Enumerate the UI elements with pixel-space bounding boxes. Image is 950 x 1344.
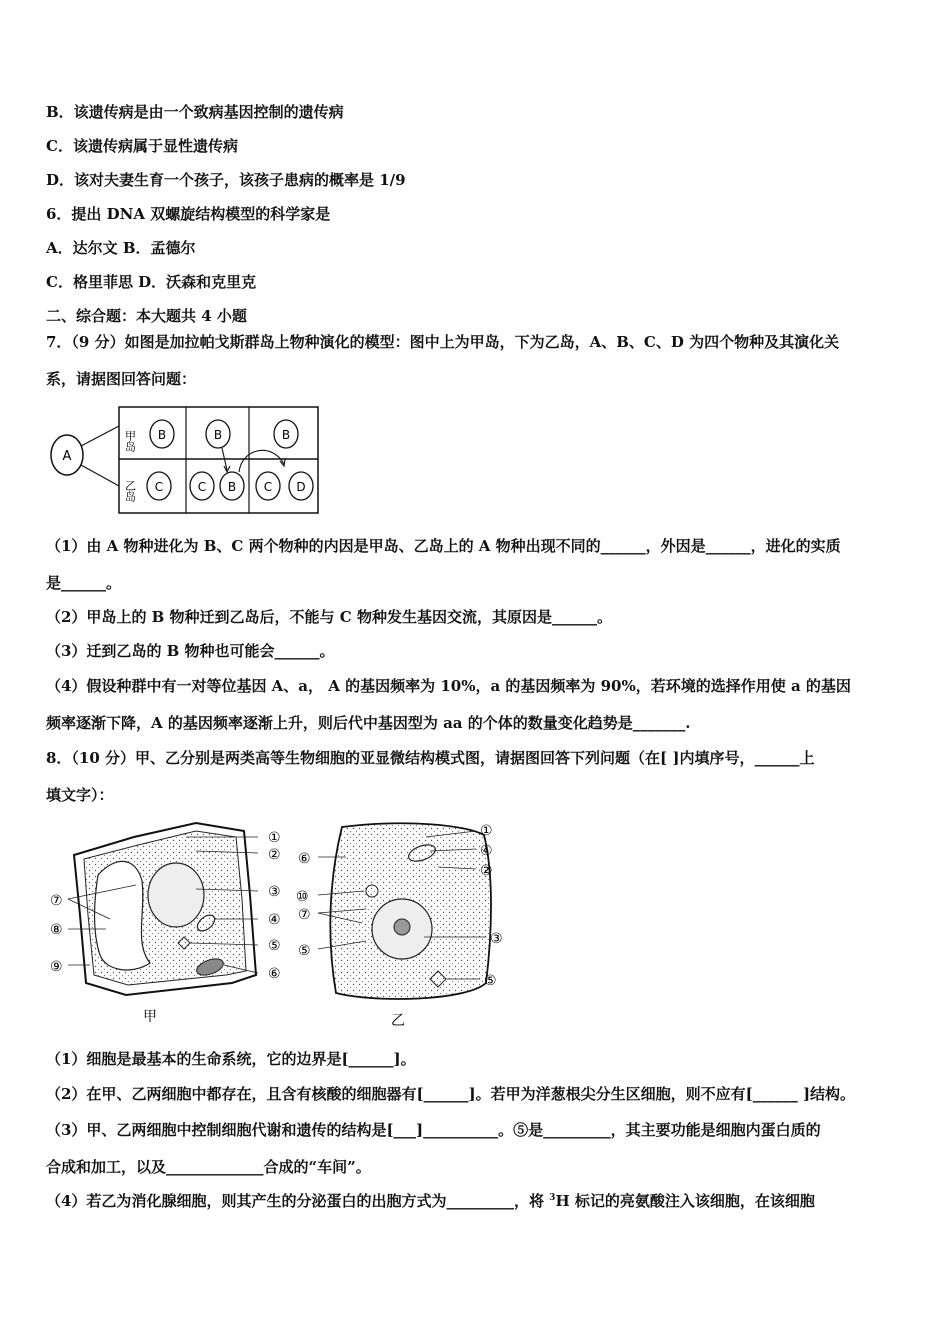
q8-part1: （1）细胞是最基本的生命系统，它的边界是[______]。 <box>46 1050 416 1068</box>
structure-number: ⑤ <box>268 938 281 954</box>
structure-number: ① <box>480 823 493 839</box>
q8-part3-line1: （3）甲、乙两细胞中控制细胞代谢和遗传的结构是[___]__________。⑤是_________，其主要功能是细胞内蛋白质的 <box>46 1121 821 1139</box>
structure-number: ⑥ <box>298 851 311 867</box>
structure-number: ⑤ <box>484 973 497 989</box>
q7-part4-line2: 频率逐渐下降，A 的基因频率逐渐上升，则后代中基因型为 aa 的个体的数量变化趋势是_______. <box>46 714 691 732</box>
q8-part4-pre: （4）若乙为消化腺细胞，则其产生的分泌蛋白的出胞方式为_________，将 <box>46 1192 550 1210</box>
structure-number: ⑥ <box>268 966 281 982</box>
structure-number: ⑩ <box>296 889 309 905</box>
q8-stem-line2: 填文字）： <box>46 786 114 804</box>
evolution-model-figure <box>46 402 322 516</box>
species-label: B <box>281 428 291 442</box>
q6-options-cd: C．格里菲思 D．沃森和克里克 <box>46 273 257 291</box>
q8-stem-line1: 8．（10 分）甲、乙分别是两类高等生物细胞的亚显微结构模式图，请据图回答下列问题（在[ ]内填序号，______上 <box>46 749 815 767</box>
structure-number: ⑦ <box>298 907 311 923</box>
species-label: C <box>154 480 164 494</box>
species-label: D <box>296 480 306 494</box>
structure-number: ⑤ <box>298 943 311 959</box>
island-grid-border <box>119 407 318 513</box>
section-2-title: 二、综合题：本大题共 4 小题 <box>46 307 247 325</box>
q6-stem: 6．提出 DNA 双螺旋结构模型的科学家是 <box>46 205 331 223</box>
structure-number: ④ <box>268 912 281 928</box>
structure-number: ③ <box>268 884 281 900</box>
q7-part4-line1: （4）假设种群中有一对等位基因 A、a， A 的基因频率为 10%，a 的基因频率为 90%，若环境的选择作用使 a 的基因 <box>46 677 851 695</box>
q6-options-ab: A．达尔文 B．孟德尔 <box>46 239 196 257</box>
q8-part2: （2）在甲、乙两细胞中都存在，且含有核酸的细胞器有[______]。若甲为洋葱根尖分生区细胞，则不应有[______ ]结构。 <box>46 1085 856 1103</box>
species-label: B <box>157 428 167 442</box>
animal-cell-yi <box>296 823 503 1029</box>
species-label: B <box>227 480 237 494</box>
species-label: B <box>213 428 223 442</box>
nucleolus <box>394 919 410 935</box>
structure-number: ⑨ <box>50 959 63 975</box>
migration-arrow <box>239 450 284 472</box>
cell-jia-caption: 甲 <box>143 1009 157 1025</box>
q5-option-d: D．该对夫妻生育一个孩子，该孩子患病的概率是 1/9 <box>46 171 406 189</box>
q8-part4-post: H 标记的亮氨酸注入该细胞，在该细胞 <box>555 1192 815 1210</box>
structure-number: ⑦ <box>50 893 63 909</box>
q8-part4-sup: 3 <box>549 1193 556 1203</box>
structure-number: ② <box>480 863 493 879</box>
branch-to-yi <box>81 465 119 486</box>
ancestor-a-label: A <box>62 449 72 464</box>
species-label: C <box>263 480 273 494</box>
q8-part3-line2: 合成和加工，以及_____________合成的“车间”。 <box>46 1158 371 1176</box>
q7-part2: （2）甲岛上的 B 物种迁到乙岛后，不能与 C 物种发生基因交流，其原因是______。 <box>46 608 612 626</box>
structure-number: ⑧ <box>50 922 63 938</box>
island-yi-label: 乙岛 <box>123 480 137 502</box>
nucleus <box>148 863 204 927</box>
q5-option-b: B．该遗传病是由一个致病基因控制的遗传病 <box>46 103 344 121</box>
q7-part3: （3）迁到乙岛的 B 物种也可能会______。 <box>46 642 335 660</box>
island-jia-label: 甲岛 <box>123 430 137 452</box>
q5-option-c: C．该遗传病属于显性遗传病 <box>46 137 238 155</box>
q7-part1-line2: 是______。 <box>46 574 122 592</box>
q7-stem-line2: 系，请据图回答问题： <box>46 370 197 388</box>
q8-part4 <box>46 1191 815 1211</box>
structure-number: ③ <box>490 931 503 947</box>
branch-to-jia <box>81 426 119 446</box>
structure-number: ② <box>268 847 281 863</box>
cell-structure-figure <box>46 815 516 1030</box>
structure-number: ① <box>268 830 281 846</box>
q7-part1-line1: （1）由 A 物种进化为 B、C 两个物种的内因是甲岛、乙岛上的 A 物种出现不同的______，外因是______，进化的实质 <box>46 537 841 555</box>
plant-cell-jia <box>50 823 281 1025</box>
species-label: C <box>197 480 207 494</box>
structure-number: ④ <box>480 843 493 859</box>
cell-yi-caption: 乙 <box>391 1013 405 1029</box>
q7-stem-line1: 7．（9 分）如图是加拉帕戈斯群岛上物种演化的模型：图中上为甲岛，下为乙岛，A、B、C、D 为四个物种及其演化关 <box>46 333 840 351</box>
